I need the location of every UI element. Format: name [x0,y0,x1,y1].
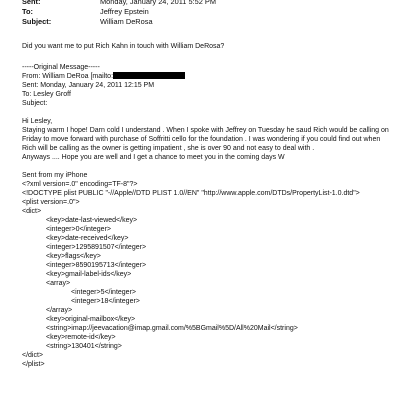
xml-line: <?xml version=.0" encoding=TF-8"?> [22,181,138,188]
xml-line: </dict> [22,352,44,359]
original-sent: Sent: Monday, January 24, 2011 12:15 PM [22,82,155,89]
signature: Sent from my iPhone [22,172,88,179]
xml-line: </plist> [22,361,45,368]
xml-line: <integer>5</integer> [71,289,136,296]
xml-line: <key>date-received</key> [46,235,129,242]
xml-line: <key>gmail-label-ids</key> [46,271,132,278]
original-subject: Subject: [22,100,48,107]
header-sent-value: Monday, January 24, 2011 5:52 PM [100,0,216,6]
header-to-value: Jeffrey Epstein [100,7,149,16]
body-line-2: Friday to move forward with purchase of Soffritti cello for the foundation . I was wondering if you could find out when [22,136,381,143]
xml-line: <plist version=.0"> [22,199,80,206]
original-to: To: Lesley Groff [22,91,71,98]
xml-line: <integer>0</integer> [46,226,111,233]
original-from-text: From: William DeRoa [mailto: [22,73,114,80]
greeting: Hi Lesley, [22,118,53,125]
header-sent-label: Sent: [22,0,41,6]
question-text: Did you want me to put Rich Kahn in touch with William DeRosa? [22,43,225,50]
header-to-label: To: [22,7,33,16]
xml-line: <integer>18</integer> [71,298,140,305]
body-line-1: Staying warm I hope! Darn cold I understand . When I spoke with Jeffrey on Tuesday he saud Rich would be calling on [22,127,389,134]
xml-line: <key>date-last-viewed</key> [46,217,138,224]
xml-line: </array> [46,307,73,314]
xml-line: <array> [46,280,71,287]
original-separator: -----Original Message----- [22,64,100,71]
original-from [22,72,185,81]
xml-line: <dict> [22,208,42,215]
body-line-3: Rich will be calling as the owner is getting impatient , she is over 90 and not easy to deal with . [22,145,315,152]
xml-line: <string>130401</string> [46,343,122,350]
xml-line: <key>remote-id</key> [46,334,116,341]
xml-line: <key>original-mailbox</key> [46,316,136,323]
xml-line: <string>imap://jeevacation@imap.gmail.com/%5BGmail%5D/All%20Mail</string> [46,325,298,332]
xml-line: <integer>8590195713</integer> [46,262,147,269]
header-subject-value: William DeRosa [100,17,153,26]
xml-line: <key>flags</key> [46,253,101,260]
xml-line: <!DOCTYPE plist PUBLIC "-//Apple//DTD PLIST 1.0//EN" "http://www.apple.com/DTDs/PropertyList-1.0.dtd"> [22,190,360,197]
body-line-4: Anyways .... Hope you are well and I get a chance to meet you in the coming days W [22,154,285,161]
header-subject-label: Subject: [22,17,52,26]
xml-line: <integer>1295891507</integer> [46,244,147,251]
redaction-bar [113,72,185,79]
